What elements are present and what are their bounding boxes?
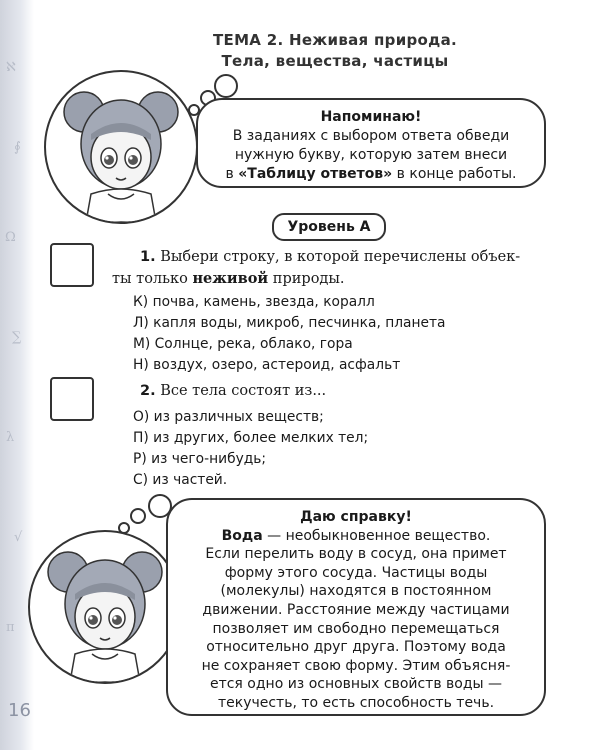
q2-option-s[interactable]: С) из частей. (133, 472, 228, 488)
info-line: форму этого сосуда. Частицы воды (224, 564, 488, 581)
info-line: относительно друг друга. Поэтому вода (206, 639, 506, 656)
girl-illustration-bottom (28, 530, 182, 684)
question-1-line-2: ты только неживой природы. (112, 270, 345, 287)
info-line: не сохраняет свою форму. Этим объясня- (201, 657, 511, 674)
info-term: Вода (221, 527, 263, 544)
question-2-number: 2. (140, 383, 156, 399)
q1-option-n[interactable]: Н) воздух, озеро, астероид, асфальт (133, 357, 401, 373)
info-line: Если перелить воду в сосуд, она примет (205, 546, 507, 563)
band-decoration: λ (6, 430, 15, 445)
title-line-2: Тела, вещества, частицы (221, 52, 449, 70)
thought-bubble-dot (118, 522, 130, 534)
info-line: текучесть, то есть способность течь. (217, 694, 495, 711)
reminder-line-1: В заданиях с выбором ответа обведи (232, 128, 510, 144)
q1-option-m[interactable]: М) Солнце, река, облако, гора (133, 336, 353, 352)
band-decoration: ∑ (12, 330, 22, 345)
info-line: (молекулы) находятся в постоянном (220, 583, 492, 600)
info-line: движении. Расстояние между частицами (202, 601, 510, 618)
girl-face-icon (30, 532, 180, 682)
question-2-text: 2. Все тела состоят из... (140, 383, 327, 399)
answer-box-q2[interactable] (50, 377, 94, 421)
question-1-line-1: 1. Выбери строку, в которой перечислены объек- (140, 249, 521, 265)
band-decoration: ℵ (6, 60, 16, 75)
level-label: Уровень А (272, 213, 386, 241)
left-decorative-band (0, 0, 34, 750)
q2-option-r[interactable]: Р) из чего-нибудь; (133, 451, 267, 467)
girl-illustration-top (44, 70, 198, 224)
band-decoration: Ω (5, 230, 16, 245)
page-number: 16 (8, 700, 31, 721)
info-line: позволяет им свободно перемещаться (212, 620, 500, 637)
info-line: ется одно из основных свойств воды — (209, 676, 503, 693)
reminder-line-2: нужную букву, которую затем внеси (234, 147, 508, 163)
reminder-line-3: в «Таблицу ответов» в конце работы. (225, 166, 517, 182)
q1-option-k[interactable]: К) почва, камень, звезда, коралл (133, 294, 375, 310)
answer-box-q1[interactable] (50, 243, 94, 287)
q2-option-p[interactable]: П) из других, более мелких тел; (133, 430, 369, 446)
answer-table-ref: «Таблицу ответов» (238, 166, 393, 182)
band-decoration: π (6, 620, 15, 635)
q1-option-l[interactable]: Л) капля воды, микроб, песчинка, планета (133, 315, 446, 331)
thought-bubble-dot (214, 74, 238, 98)
band-decoration: ∮ (14, 140, 21, 155)
info-bubble (166, 498, 546, 716)
girl-face-icon (46, 72, 196, 222)
question-1-number: 1. (140, 249, 156, 265)
page-title (170, 30, 500, 72)
thought-bubble-dot (130, 508, 146, 524)
band-decoration: √ (14, 530, 23, 545)
reminder-heading: Напоминаю! (320, 109, 422, 125)
info-line-1: Вода — необыкновенное вещество. (221, 527, 491, 544)
q2-option-o[interactable]: О) из различных веществ; (133, 409, 324, 425)
title-line-1: ТЕМА 2. Неживая природа. (212, 31, 457, 49)
reminder-bubble (196, 98, 546, 188)
info-heading: Даю справку! (300, 509, 412, 525)
